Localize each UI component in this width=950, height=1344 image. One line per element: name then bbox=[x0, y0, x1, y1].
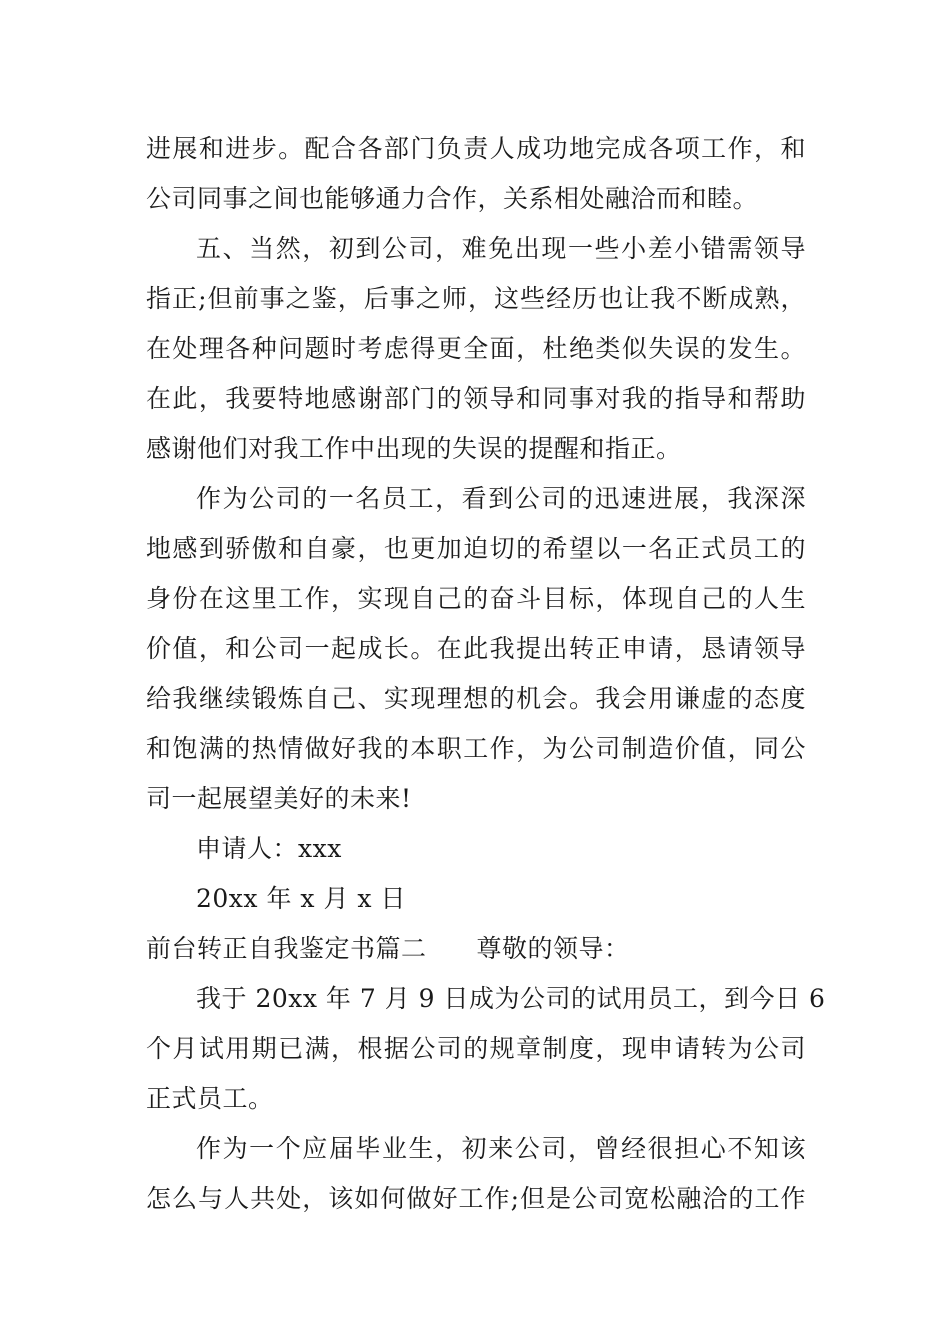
salutation: 尊敬的领导： bbox=[476, 934, 630, 963]
text-line: 在此，我要特地感谢部门的领导和同事对我的指导和帮助 bbox=[146, 384, 806, 413]
text-line: 个月试用期已满，根据公司的规章制度，现申请转为公司 bbox=[146, 1034, 806, 1063]
text-line: 和饱满的热情做好我的本职工作，为公司制造价值，同公 bbox=[146, 734, 806, 763]
text-line: 给我继续锻炼自己、实现理想的机会。我会用谦虚的态度 bbox=[146, 684, 806, 713]
text-line: 地感到骄傲和自豪，也更加迫切的希望以一名正式员工的 bbox=[146, 534, 806, 563]
text-line: 我于 20xx 年 7 月 9 日成为公司的试用员工，到今日 6 bbox=[196, 984, 826, 1013]
text-line: 感谢他们对我工作中出现的失误的提醒和指正。 bbox=[146, 434, 682, 463]
text-line: 作为一个应届毕业生，初来公司，曾经很担心不知该 bbox=[196, 1134, 806, 1163]
text-line: 正式员工。 bbox=[146, 1084, 274, 1113]
text-line: 指正;但前事之鉴，后事之师，这些经历也让我不断成熟， bbox=[146, 284, 806, 313]
text-line: 进展和进步。配合各部门负责人成功地完成各项工作，和 bbox=[146, 134, 806, 163]
section-title: 前台转正自我鉴定书篇二 bbox=[146, 934, 427, 963]
signature-date: 20xx 年 x 月 x 日 bbox=[196, 884, 406, 913]
text-line: 公司同事之间也能够通力合作，关系相处融洽而和睦。 bbox=[146, 184, 759, 213]
text-line: 五、当然，初到公司，难免出现一些小差小错需领导 bbox=[196, 234, 806, 263]
text-line: 作为公司的一名员工，看到公司的迅速进展，我深深 bbox=[196, 484, 806, 513]
signature-applicant: 申请人：xxx bbox=[196, 834, 342, 863]
text-line: 司一起展望美好的未来! bbox=[146, 784, 412, 813]
text-line: 在处理各种问题时考虑得更全面，杜绝类似失误的发生。 bbox=[146, 334, 806, 363]
text-line: 价值，和公司一起成长。在此我提出转正申请，恳请领导 bbox=[146, 634, 806, 663]
text-line: 怎么与人共处，该如何做好工作;但是公司宽松融洽的工作 bbox=[146, 1184, 806, 1213]
text-line: 身份在这里工作，实现自己的奋斗目标，体现自己的人生 bbox=[146, 584, 806, 613]
section-heading-line bbox=[146, 924, 806, 974]
document-body bbox=[146, 124, 826, 1224]
